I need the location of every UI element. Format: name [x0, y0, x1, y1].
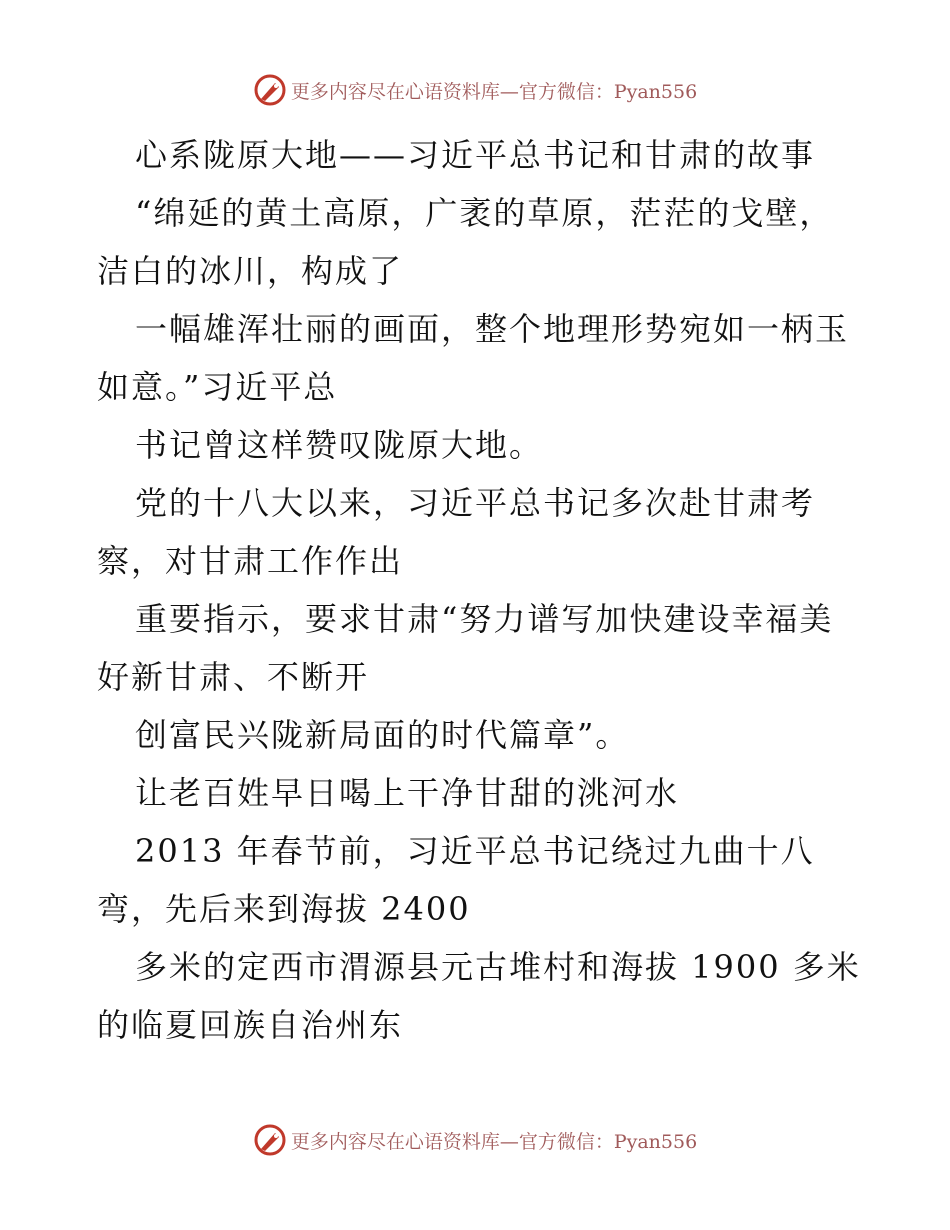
paragraph-line: 弯，先后来到海拔 2400 [97, 890, 471, 928]
paragraph-line: 洁白的冰川，构成了 [97, 252, 404, 290]
paragraph-line: 党的十八大以来，习近平总书记多次赴甘肃考 [135, 484, 816, 522]
paragraph-line: “绵延的黄土高原，广袤的草原，茫茫的戈壁， [135, 194, 834, 232]
paragraph-line: 好新甘肃、不断开 [97, 658, 370, 696]
pen-nib-logo-icon [253, 73, 287, 107]
header-banner [0, 70, 950, 110]
paragraph-line: 多米的定西市渭源县元古堆村和海拔 1900 多米 [135, 948, 861, 986]
paragraph-line: 一幅雄浑壮丽的画面，整个地理形势宛如一柄玉 [135, 310, 850, 348]
paragraph-line: 察，对甘肃工作作出 [97, 542, 404, 580]
paragraph-line: 的临夏回族自治州东 [97, 1006, 404, 1044]
paragraph-line: 书记曾这样赞叹陇原大地。 [135, 426, 544, 464]
article-title: 心系陇原大地——习近平总书记和甘肃的故事 [135, 136, 816, 174]
paragraph-line: 重要指示，要求甘肃“努力谱写加快建设幸福美 [135, 600, 834, 638]
footer-banner [0, 1120, 950, 1160]
paragraph-line: 2013 年春节前，习近平总书记绕过九曲十八 [135, 832, 815, 870]
pen-nib-logo-icon [253, 1123, 287, 1157]
section-heading: 让老百姓早日喝上干净甘甜的洮河水 [135, 774, 680, 812]
banner-text: 更多内容尽在心语资料库—官方微信：Pyan556 [290, 80, 698, 103]
article-body [97, 126, 861, 1054]
banner-text: 更多内容尽在心语资料库—官方微信：Pyan556 [290, 1130, 698, 1153]
paragraph-line: 创富民兴陇新局面的时代篇章”。 [135, 716, 630, 754]
paragraph-line: 如意。”习近平总 [97, 368, 338, 406]
